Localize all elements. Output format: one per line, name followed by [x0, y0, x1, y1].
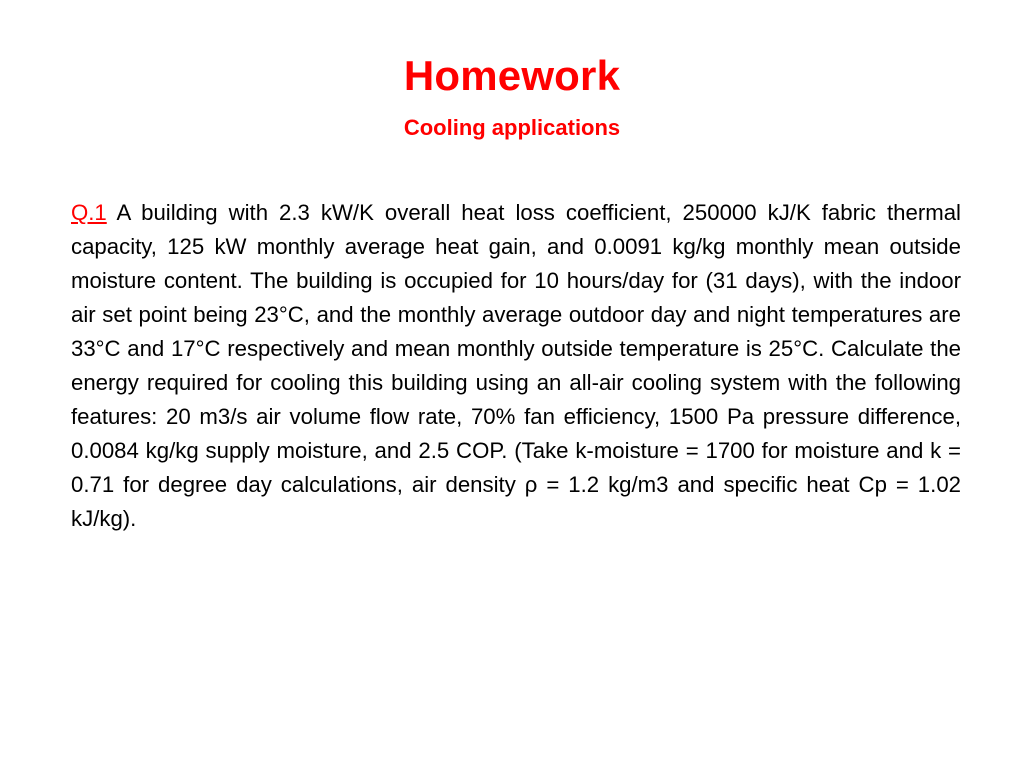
slide-title: Homework: [403, 52, 621, 99]
question-label-link[interactable]: Q.1: [71, 200, 107, 225]
question-paragraph: [71, 196, 961, 536]
slide-subtitle: Cooling applications: [403, 115, 621, 140]
question-text: A building with 2.3 kW/K overall heat loss coefficient, 250000 kJ/K fabric thermal capacity, 125 kW monthly average heat gain, and 0.0091 kg/kg monthly mean outside moisture content. The building is occupied for 10 hours/day for (31 days), with the indoor air set point being 23°C, and the monthly average outdoor day and night temperatures are 33°C and 17°C respectively and mean monthly outside temperature is 25°C. Calculate the energy required for cooling this building using an all-air cooling system with the following features: 20 m3/s air volume flow rate, 70% fan efficiency, 1500 Pa pressure difference, 0.0084 kg/kg supply moisture, and 2.5 COP. (Take k-moisture = 1700 for moisture and k = 0.71 for degree day calculations, air density ρ = 1.2 kg/m3 and specific heat Cp = 1.02 kJ/kg).: [71, 200, 961, 531]
